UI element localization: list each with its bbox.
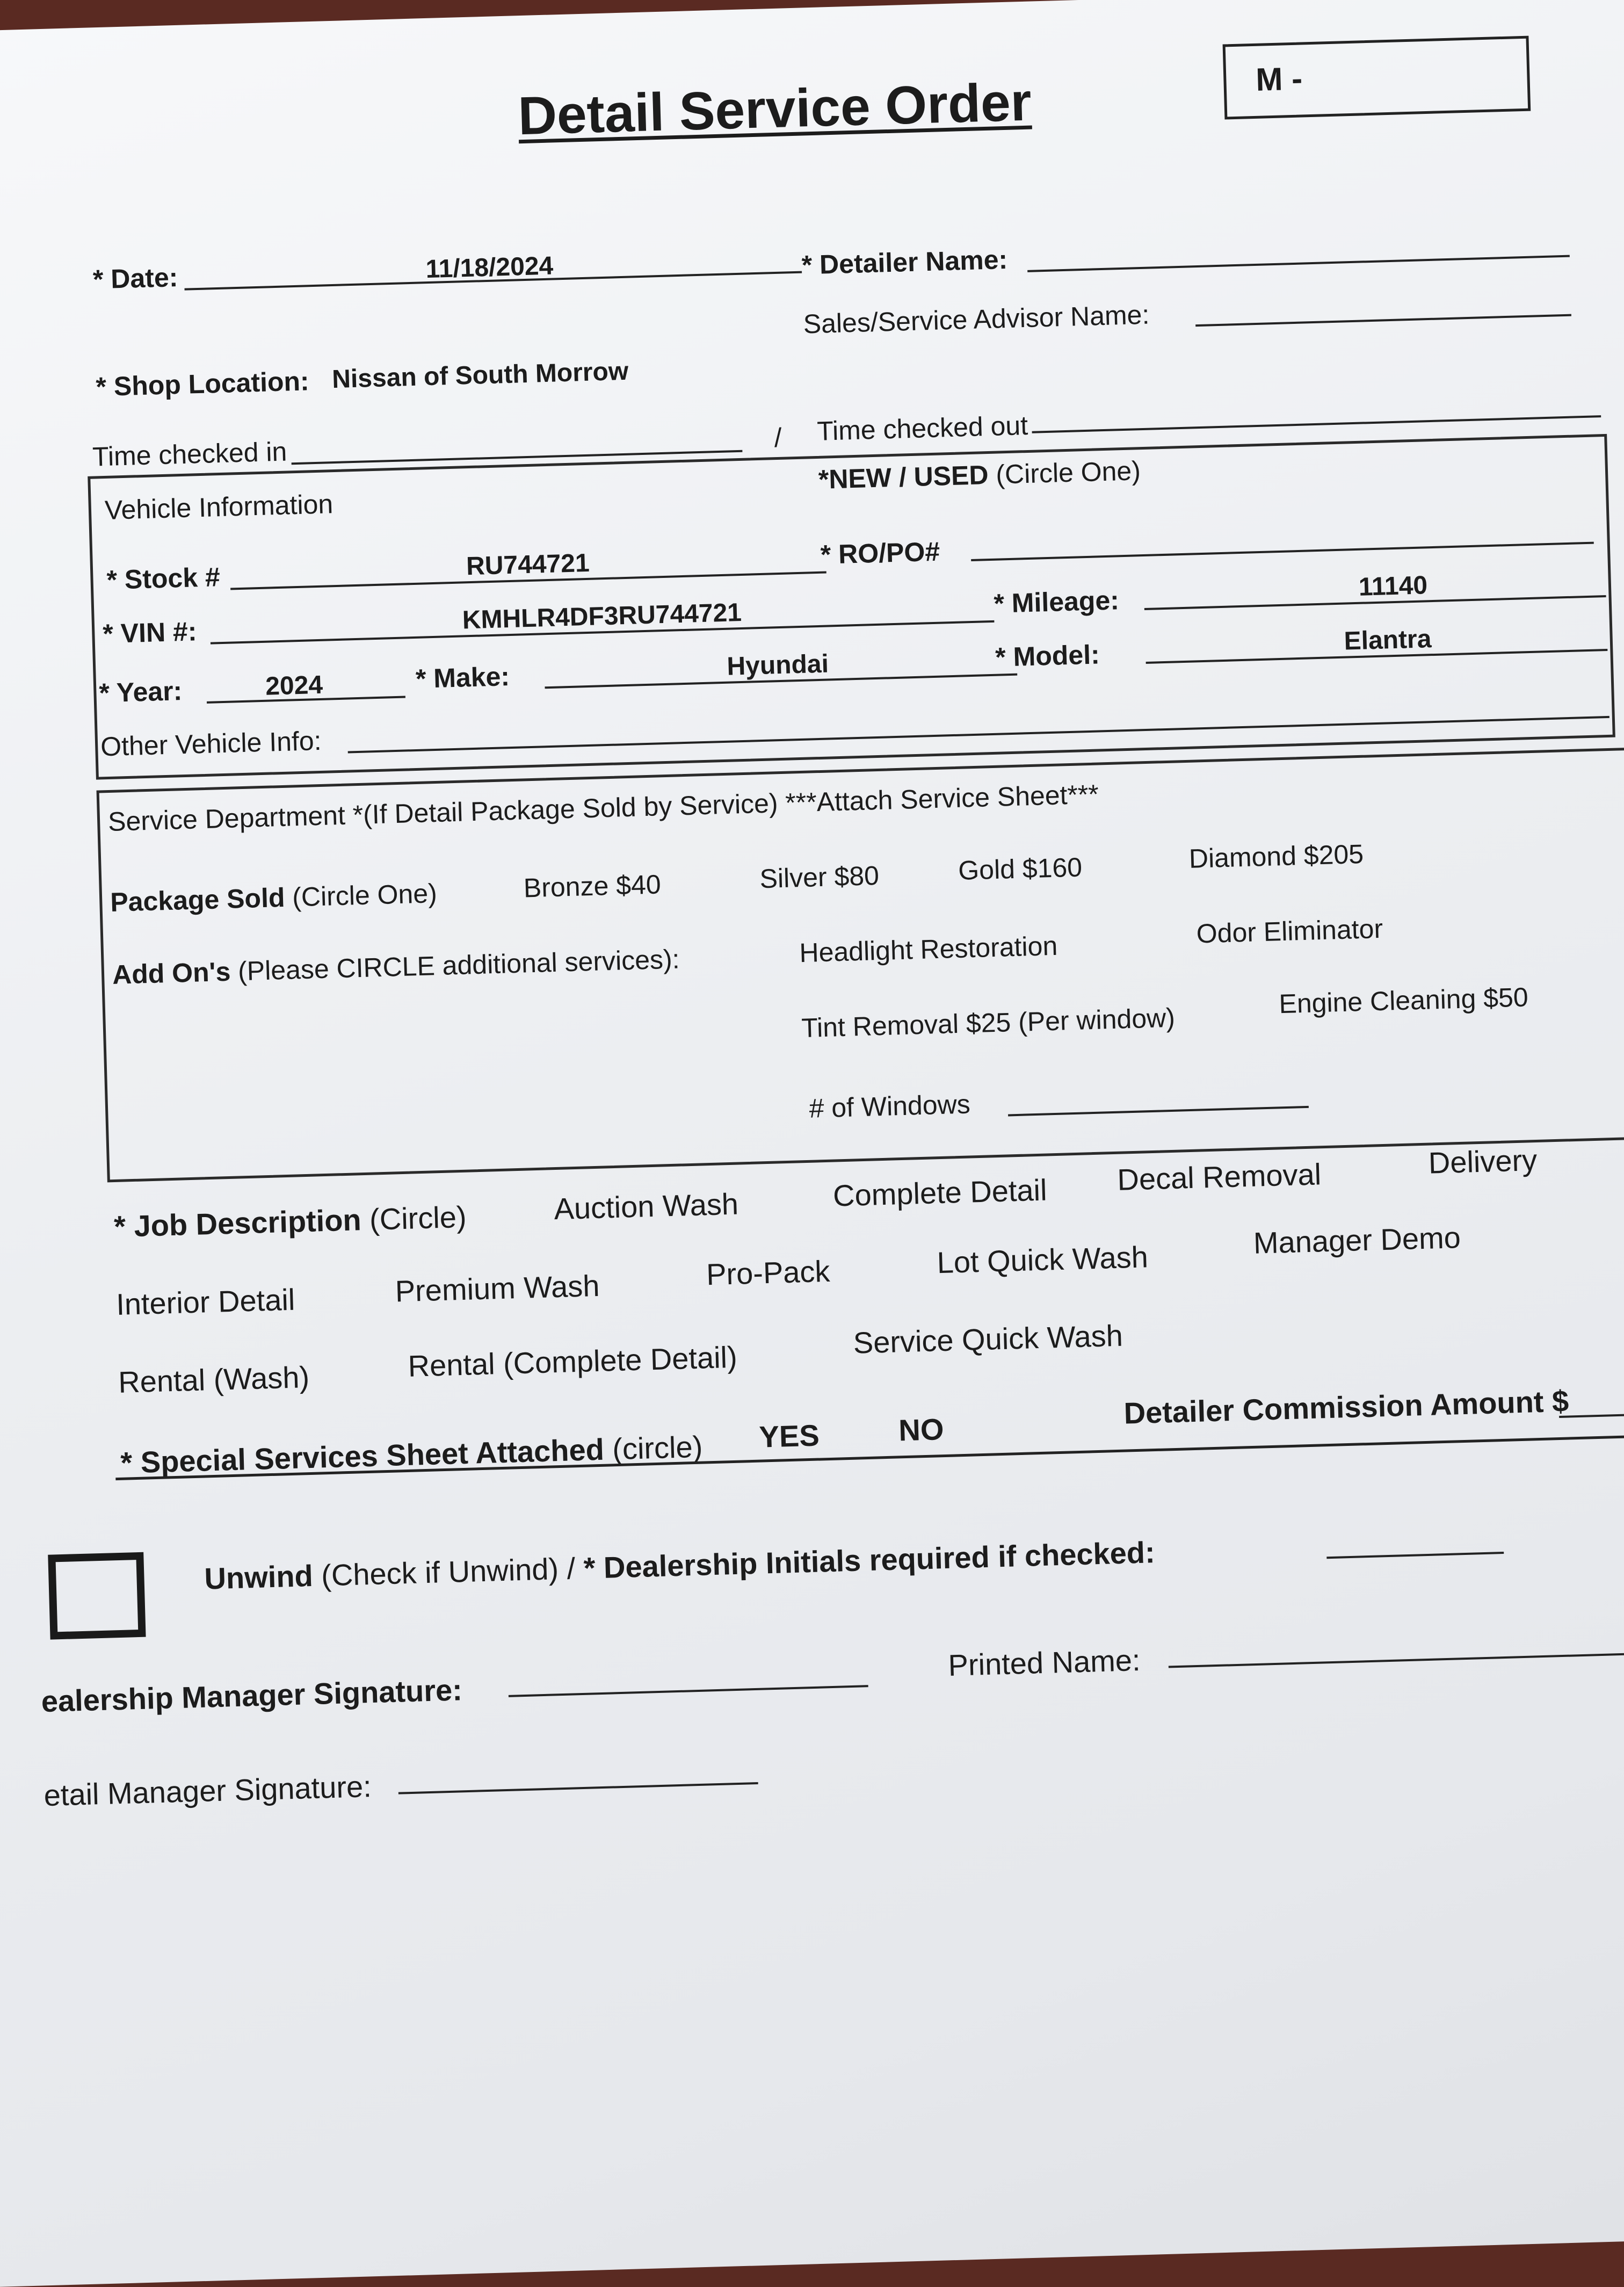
printed-name-label: Printed Name: (947, 1642, 1141, 1682)
dealership-manager-signature-label: ealership Manager Signature: (40, 1673, 463, 1719)
date-value: 11/18/2024 (425, 251, 554, 284)
date-label: * Date: (92, 262, 179, 295)
job-manager-demo[interactable]: Manager Demo (1253, 1220, 1461, 1260)
addon-headlight-restoration[interactable]: Headlight Restoration (799, 930, 1058, 968)
model-value: Elantra (1343, 625, 1432, 656)
make-value: Hyundai (726, 649, 829, 681)
unwind-bold: Unwind (204, 1558, 314, 1596)
dealership-manager-signature-line[interactable] (509, 1685, 868, 1697)
detailer-name-line[interactable] (1027, 255, 1570, 272)
advisor-name-label: Sales/Service Advisor Name: (803, 299, 1150, 339)
special-services-hint: (circle) (612, 1429, 704, 1466)
package-sold-hint: (Circle One) (292, 878, 438, 913)
stock-value: RU744721 (466, 548, 590, 581)
package-bronze[interactable]: Bronze $40 (523, 869, 662, 903)
job-description-hint: (Circle) (369, 1199, 467, 1236)
addon-engine-cleaning[interactable]: Engine Cleaning $50 (1278, 982, 1529, 1019)
job-description-bold: * Job Description (113, 1203, 362, 1244)
unwind-checkbox[interactable] (48, 1552, 146, 1640)
vin-value: KMHLR4DF3RU744721 (462, 598, 742, 635)
job-premium-wash[interactable]: Premium Wash (394, 1268, 600, 1308)
job-service-quick-wash[interactable]: Service Quick Wash (852, 1318, 1123, 1360)
make-label: * Make: (415, 661, 510, 694)
job-rental-wash[interactable]: Rental (Wash) (118, 1359, 310, 1399)
mileage-label: * Mileage: (993, 585, 1120, 619)
job-decal-removal[interactable]: Decal Removal (1116, 1157, 1322, 1197)
mileage-value: 11140 (1358, 571, 1428, 602)
model-label: * Model: (995, 639, 1100, 672)
m-number-label: M - (1255, 60, 1303, 98)
add-ons-hint: (Please CIRCLE additional services): (237, 944, 680, 987)
job-rental-complete-detail[interactable]: Rental (Complete Detail) (407, 1340, 738, 1383)
windows-label: # of Windows (808, 1089, 971, 1124)
job-delivery[interactable]: Delivery (1427, 1143, 1538, 1180)
package-gold[interactable]: Gold $160 (958, 852, 1083, 886)
detail-manager-signature-label: etail Manager Signature: (43, 1769, 372, 1813)
printed-name-line[interactable] (1169, 1649, 1624, 1668)
job-description-label (113, 1199, 467, 1244)
detail-manager-signature-line[interactable] (398, 1782, 758, 1794)
special-services-no[interactable]: NO (898, 1412, 945, 1448)
special-services-yes[interactable]: YES (758, 1418, 820, 1454)
form-title: Detail Service Order (517, 71, 1033, 147)
addon-odor-eliminator[interactable]: Odor Eliminator (1196, 913, 1383, 949)
job-auction-wash[interactable]: Auction Wash (553, 1186, 739, 1226)
advisor-name-line[interactable] (1195, 314, 1571, 327)
year-label: * Year: (98, 676, 183, 708)
detailer-name-label: * Detailer Name: (801, 244, 1008, 280)
stock-label: * Stock # (106, 562, 221, 595)
other-vehicle-info-label: Other Vehicle Info: (100, 725, 322, 762)
package-silver[interactable]: Silver $80 (759, 860, 880, 894)
special-services-label (120, 1429, 704, 1480)
commission-label: Detailer Commission Amount $ (1123, 1384, 1569, 1430)
new-used-label: *NEW / USED (818, 460, 989, 495)
vehicle-info-label: Vehicle Information (104, 489, 334, 525)
special-services-bold: * Special Services Sheet Attached (120, 1432, 605, 1480)
m-number-box[interactable] (1223, 36, 1531, 120)
package-sold-bold: Package Sold (110, 882, 286, 917)
new-used-hint: (Circle One) (995, 455, 1141, 490)
service-department-heading: Service Department *(If Detail Package Sold by Service) ***Attach Service Sheet*** (107, 779, 1099, 837)
dealership-initials-line[interactable] (1326, 1552, 1504, 1559)
time-separator: / (773, 422, 782, 453)
job-lot-quick-wash[interactable]: Lot Quick Wash (936, 1240, 1149, 1280)
job-complete-detail[interactable]: Complete Detail (832, 1173, 1048, 1213)
shop-location-label: * Shop Location: (95, 366, 310, 402)
unwind-hint: (Check if Unwind) / (321, 1551, 576, 1593)
unwind-label (204, 1535, 1156, 1596)
addon-tint-removal[interactable]: Tint Removal $25 (Per window) (801, 1002, 1176, 1044)
dealership-initials-label: * Dealership Initials required if checked: (583, 1535, 1156, 1585)
time-in-label: Time checked in (92, 436, 288, 472)
job-pro-pack[interactable]: Pro-Pack (706, 1254, 831, 1292)
ro-po-label: * RO/PO# (820, 536, 940, 570)
package-diamond[interactable]: Diamond $205 (1188, 838, 1364, 874)
add-ons-bold: Add On's (112, 956, 231, 990)
year-value: 2024 (265, 670, 323, 701)
job-interior-detail[interactable]: Interior Detail (115, 1282, 296, 1321)
shop-location-value: Nissan of South Morrow (331, 357, 629, 394)
vin-label: * VIN #: (102, 616, 198, 649)
time-out-line[interactable] (1032, 415, 1601, 433)
time-out-label: Time checked out (816, 410, 1028, 446)
